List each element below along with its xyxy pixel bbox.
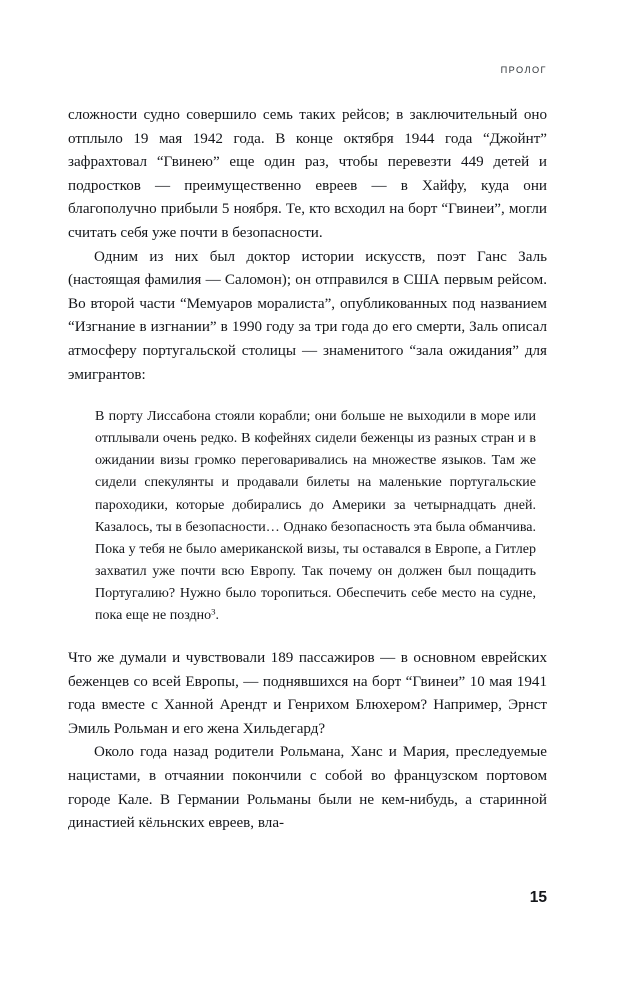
page-number: 15 [529,889,547,906]
text-column [68,104,547,836]
body-paragraph: сложности судно совершило семь таких рейсов; в заключительный оно отплыло 19 мая 1942 года. В конце октября 1944 года “Джойнт” зафрахтовал “Гвинею” еще один раз, чтобы перевезти 449 детей и подростков — преимущественно евреев — в Хайфу, куда они благополучно прибыли 5 ноября. Те, кто всходил на борт “Гвинеи”, могли считать себя уже почти в безопасности. [68,107,547,241]
quotation-paragraph [95,406,536,627]
quotation-text: В порту Лиссабона стояли корабли; они больше не выходили в море или отплывали очень редко. В кофейнях сидели беженцы из разных стран и в ожидании визы громко переговаривались на множестве языков. Там же сидели спекулянты и продавали билеты на маленькие португальские пароходики, которые добирались до Америки за четырнадцать дней. Казалось, ты в безопасности… Однако безопасность эта была обманчива. Пока у тебя не было американской визы, ты оставался в Европе, а Гитлер захватил уже почти всю Европу. Так почему он должен был пощадить Португалию? Нужно было торопиться. Обеспечить себе место на судне, пока еще не поздно [95,409,536,623]
body-paragraph: Одним из них был доктор истории искусств, поэт Ганс Заль (настоящая фамилия — Саломон); он отправился в США первым рейсом. Во второй части “Мемуаров моралиста”, опубликованных под названием “Изгнание в изгнании” в 1990 году за три года до его смерти, Заль описал атмосферу португальской столицы — знаменитого “зала ожидания” для эмигрантов: [68,248,547,383]
body-paragraph: Около года назад родители Рольмана, Ханс и Мария, преследуемые нацистами, в отчаянии покончили с собой во французском портовом городе Кале. В Германии Рольманы были не кем-нибудь, а старинной династией кёльнских евреев, вла- [68,744,547,832]
block-quotation [68,406,547,627]
running-head: ПРОЛОГ [500,65,547,75]
quotation-trailing-punctuation: . [215,607,220,623]
body-paragraph: Что же думали и чувствовали 189 пассажиров — в основном еврейских беженцев со всей Европы, — поднявшихся на борт “Гвинеи” 10 мая 1941 года вместе с Ханной Арендт и Генрихом Блюхером? Например, Эрнст Эмиль Рольман и его жена Хильдегард? [68,650,547,737]
footnote-marker: 3 [211,606,216,617]
